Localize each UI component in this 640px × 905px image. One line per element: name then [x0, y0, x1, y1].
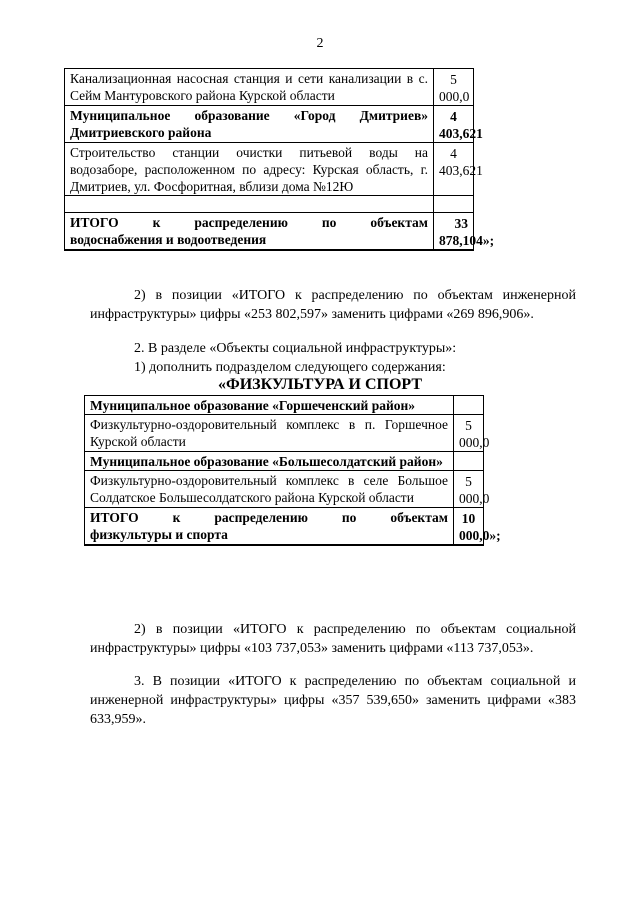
paragraph: 3. В позиции «ИТОГО к распределению по объектам социальной и инженерной инфраструктуры» цифры «357 539,650» заменить цифрами «383 633,959». — [90, 674, 576, 727]
table-cell-name: Строительство станции очистки питьевой воды на водозаборе, расположенном по адресу: Курская область, г. Дмитриев, ул. Фосфоритная, вблизи дома №12Ю — [65, 143, 434, 196]
table-cell-name: Физкультурно-оздоровительный комплекс в селе Большое Солдатское Большесолдатского района Курской области — [85, 471, 454, 508]
total-word: по — [321, 215, 337, 230]
table-total-row — [85, 508, 484, 546]
total-word: распределению — [214, 510, 308, 525]
paragraph: 1) дополнить подразделом следующего содержания: — [134, 360, 446, 375]
page-number: 2 — [316, 36, 324, 51]
table-cell-value: 5 000,0 — [454, 471, 484, 508]
total-word: объектам — [370, 215, 428, 230]
table-row — [85, 452, 484, 471]
table-cell-name: Муниципальное образование «Большесолдатский район» — [85, 452, 454, 471]
total-label-line2: физкультуры и спорта — [90, 527, 228, 542]
sports-table — [84, 395, 501, 546]
table-cell-value — [454, 452, 484, 471]
table-total-row — [65, 213, 474, 251]
table-cell-value: 5 000,0 — [454, 415, 484, 452]
total-label-line2: водоснабжения и водоотведения — [70, 232, 267, 247]
table-cell-value — [454, 396, 484, 415]
water-supply-table — [64, 68, 495, 251]
table-cell-value: 4 403,621 — [434, 143, 474, 196]
table-row — [65, 69, 474, 106]
table-cell-empty — [434, 196, 474, 213]
total-word: ИТОГО — [90, 510, 139, 525]
total-word: по — [341, 510, 357, 525]
section-title: «ФИЗКУЛЬТУРА И СПОРТ — [217, 376, 423, 393]
total-label — [65, 213, 434, 251]
total-value: 10 000,0»; — [454, 508, 484, 546]
table-cell-empty — [65, 196, 434, 213]
paragraph: 2) в позиции «ИТОГО к распределению по объектам инженерной инфраструктуры» цифры «253 802,597» заменить цифрами «269 896,906». — [90, 288, 576, 322]
total-word: распределению — [194, 215, 288, 230]
table-row — [85, 396, 484, 415]
total-value: 33 878,104»; — [434, 213, 474, 251]
table-cell-name: Муниципальное образование «Город Дмитриев» Дмитриевского района — [65, 106, 434, 143]
table-row — [65, 106, 474, 143]
paragraph: 2) в позиции «ИТОГО к распределению по объектам социальной инфраструктуры» цифры «103 737,053» заменить цифрами «113 737,053». — [90, 622, 576, 656]
table-row — [85, 415, 484, 452]
table-row — [65, 143, 474, 196]
table-cell-name: Физкультурно-оздоровительный комплекс в п. Горшечное Курской области — [85, 415, 454, 452]
total-label — [85, 508, 454, 546]
total-word: ИТОГО — [70, 215, 119, 230]
table-cell-name: Муниципальное образование «Горшеченский район» — [85, 396, 454, 415]
table-row-empty — [65, 196, 474, 213]
table-row — [85, 471, 484, 508]
total-word: к — [172, 510, 181, 525]
table-cell-value: 4 403,621 — [434, 106, 474, 143]
total-word: к — [152, 215, 161, 230]
table-cell-value: 5 000,0 — [434, 69, 474, 106]
total-word: объектам — [390, 510, 448, 525]
paragraph: 2. В разделе «Объекты социальной инфраструктуры»: — [134, 341, 457, 356]
table-cell-name: Канализационная насосная станция и сети канализации в с. Сейм Мантуровского района Курской области — [65, 69, 434, 106]
